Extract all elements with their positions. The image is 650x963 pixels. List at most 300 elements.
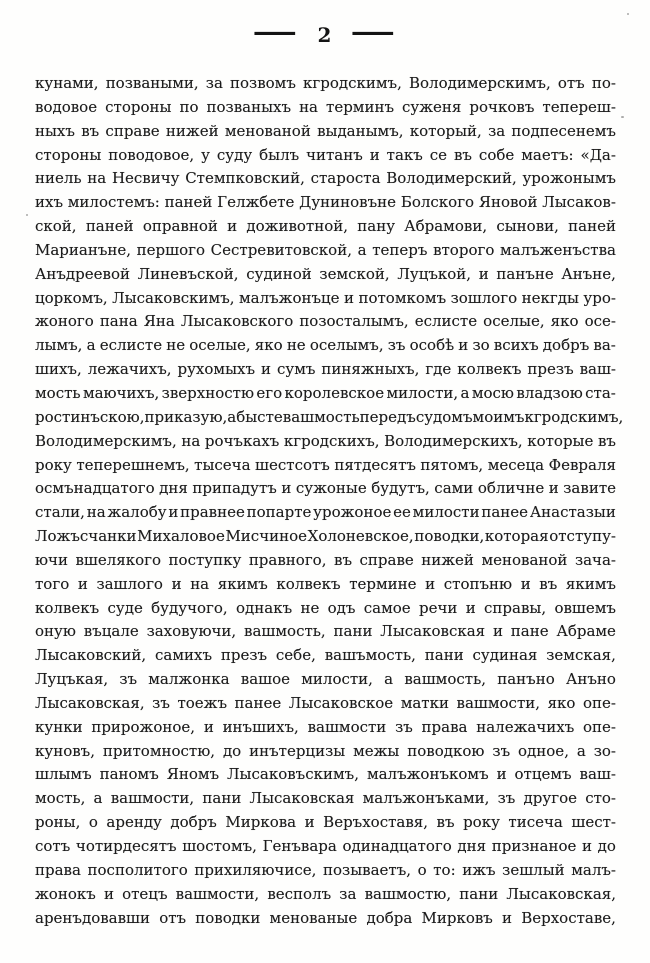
word: милостемъ: xyxy=(67,193,160,212)
word: оселые, xyxy=(189,336,251,355)
word: читанъ xyxy=(306,145,363,164)
word: и xyxy=(227,217,238,236)
word: шихъ, xyxy=(35,360,82,379)
word: Миркова xyxy=(225,813,297,832)
word: инъшихъ, xyxy=(222,717,299,736)
word: вашмости xyxy=(307,717,387,736)
word: Лысаковский, xyxy=(35,646,147,665)
word: оправной xyxy=(142,217,218,236)
word: позваными, xyxy=(105,74,199,92)
word: Холоневское, xyxy=(307,527,414,546)
word: суду xyxy=(216,145,253,164)
word: ваш- xyxy=(579,360,616,379)
word: до xyxy=(222,741,242,760)
word: притомностю, xyxy=(102,741,216,760)
word: зверхностю xyxy=(161,383,255,402)
word: ее xyxy=(393,503,411,522)
word: сужоные xyxy=(295,479,367,498)
word: речи xyxy=(419,598,458,617)
word: малъженъства xyxy=(500,240,616,259)
word: менованой xyxy=(481,550,568,569)
word: посполитого xyxy=(87,860,188,879)
word: вашъмость, xyxy=(324,646,416,665)
scan-speck xyxy=(627,13,629,15)
word: теперешнемъ, xyxy=(76,455,190,474)
word: належачихъ xyxy=(476,717,575,736)
text-line xyxy=(35,501,616,525)
word: особѣ xyxy=(409,336,455,355)
word: Анъно xyxy=(565,670,616,689)
word: милости, xyxy=(386,383,459,402)
word: рочковъ xyxy=(469,97,535,116)
word: шест- xyxy=(571,813,616,832)
word: за xyxy=(205,74,223,92)
word: стали, xyxy=(35,503,85,522)
word: Несвичу xyxy=(111,169,180,188)
word: нижей xyxy=(421,550,474,569)
word: якимъ xyxy=(217,574,268,593)
word: вашое xyxy=(240,670,291,689)
word: лежачихъ, xyxy=(87,360,172,379)
word: о xyxy=(417,860,427,879)
word: кунки xyxy=(35,717,83,736)
word: тисеча xyxy=(508,813,563,832)
word: лымъ, xyxy=(35,336,83,355)
word: и xyxy=(369,145,380,164)
word: справе xyxy=(359,550,414,569)
word: поводовое, xyxy=(108,145,195,164)
word: Яномъ xyxy=(166,765,220,784)
word: шестсотъ xyxy=(255,455,330,474)
word: Володимерскимъ, xyxy=(408,74,551,92)
word: и xyxy=(344,288,355,307)
word: ихъ xyxy=(35,193,64,212)
word: ской, xyxy=(35,217,77,236)
word: менованые xyxy=(269,908,358,927)
word: Абрамови, xyxy=(404,217,488,236)
word: колвекъ xyxy=(276,574,341,593)
word: попарте xyxy=(246,503,312,522)
word: уро- xyxy=(583,288,616,307)
word: Лысаков- xyxy=(542,193,616,212)
word: справе xyxy=(105,121,160,140)
word: роны, xyxy=(35,813,81,832)
word: о xyxy=(88,813,98,832)
word: мость, xyxy=(35,789,86,808)
page-header xyxy=(0,16,650,50)
word: пани xyxy=(202,789,242,808)
word: прихиляючисе, xyxy=(194,860,317,879)
word: не xyxy=(166,336,186,355)
word: Володимерскихъ, xyxy=(384,431,523,450)
word: Марианъне, xyxy=(35,240,132,259)
text-line xyxy=(35,549,616,573)
word: на xyxy=(299,97,319,116)
word: Володимерский, xyxy=(386,169,517,188)
word: яко xyxy=(550,312,579,331)
text-line xyxy=(35,72,616,96)
text-line xyxy=(35,406,624,430)
text-line xyxy=(35,835,616,859)
word: тоежъ xyxy=(177,693,227,712)
word: термине xyxy=(349,574,417,593)
word: до xyxy=(597,837,616,855)
word: на xyxy=(87,169,107,188)
word: якимъ xyxy=(565,574,616,593)
word: Лысаковскимъ, xyxy=(112,288,235,307)
word: который, xyxy=(409,121,482,140)
text-line xyxy=(35,310,616,334)
word: Генъвара xyxy=(262,837,337,855)
word: ростинъскою, xyxy=(35,407,145,426)
word: второго xyxy=(433,240,495,259)
word: и xyxy=(77,574,88,593)
word: судиная xyxy=(472,646,538,665)
word: а xyxy=(357,240,367,259)
word: на xyxy=(181,431,201,450)
word: заховуючи, xyxy=(146,622,237,641)
word: и xyxy=(548,479,559,498)
word: обличне xyxy=(477,479,545,498)
word: былъ xyxy=(259,145,300,164)
word: Мирковъ xyxy=(421,908,493,927)
word: позосталымъ, xyxy=(299,312,409,331)
word: паней xyxy=(568,217,616,236)
text-line xyxy=(35,120,616,144)
word: по- xyxy=(591,74,616,92)
word: земская, xyxy=(546,646,616,665)
word: и xyxy=(304,813,315,832)
word: зошлого xyxy=(450,288,518,307)
word: опе- xyxy=(583,717,616,736)
word: сынови, xyxy=(496,217,559,236)
word: и xyxy=(492,622,503,641)
word: вашмостю, xyxy=(364,884,452,903)
word: Стемпковский, xyxy=(185,169,305,188)
word: Ложъсчанки xyxy=(35,527,137,546)
word: презъ xyxy=(220,646,268,665)
word: дня xyxy=(159,479,188,498)
word: шлымъ xyxy=(35,765,92,784)
word: паней xyxy=(164,193,213,212)
text-line xyxy=(35,167,616,191)
word: подпесенемъ xyxy=(511,121,616,140)
word: добръ xyxy=(170,813,217,832)
word: ныхъ xyxy=(35,121,75,140)
word: осмънадцатого xyxy=(35,479,155,498)
word: правнее xyxy=(180,503,245,522)
word: вшелякого xyxy=(75,550,162,569)
word: Верхоставе, xyxy=(521,908,616,927)
word: и xyxy=(103,884,114,903)
word: ваш- xyxy=(579,765,616,784)
word: судомъ xyxy=(415,407,473,426)
word: по xyxy=(179,97,199,116)
word: рухомыхъ xyxy=(177,360,256,379)
word: дня xyxy=(457,837,487,855)
word: въ xyxy=(436,813,455,832)
word: ниель xyxy=(35,169,82,188)
word: Абраме xyxy=(556,622,616,641)
word: зашлого xyxy=(96,574,163,593)
word: приказую, xyxy=(144,407,228,426)
word: въ xyxy=(453,145,472,164)
word: не xyxy=(286,336,306,355)
word: завите xyxy=(563,479,616,498)
word: зъ xyxy=(492,741,511,760)
word: поводкою xyxy=(407,741,485,760)
word: пани xyxy=(424,646,464,665)
word: еслисте xyxy=(414,312,478,331)
word: осе- xyxy=(584,312,616,331)
word: и xyxy=(502,908,513,927)
word: кгродскихъ, xyxy=(283,431,380,450)
word: оную xyxy=(35,622,76,641)
word: урожонымъ xyxy=(522,169,616,188)
word: теперъ xyxy=(372,240,428,259)
word: зъ xyxy=(152,693,170,712)
word: пана xyxy=(99,312,138,331)
word: панее xyxy=(234,693,282,712)
word: матки xyxy=(400,693,449,712)
word: всихъ xyxy=(493,336,539,355)
word: владзою xyxy=(516,383,583,402)
word: суженя xyxy=(402,97,462,116)
word: Лысаковская, xyxy=(506,884,616,903)
word: малжонка xyxy=(148,670,230,689)
word: оселымъ, xyxy=(309,336,384,355)
word: кгродскимъ, xyxy=(524,407,624,426)
word: и xyxy=(496,765,507,784)
word: не xyxy=(300,598,320,617)
word: будутъ, xyxy=(371,479,430,498)
word: на xyxy=(86,503,106,522)
word: моимъ xyxy=(472,407,525,426)
word: милости xyxy=(412,503,480,522)
word: паней xyxy=(85,217,134,236)
body-text xyxy=(35,72,624,930)
word: Веръхоставя, xyxy=(323,813,429,832)
word: аренду xyxy=(106,813,162,832)
word: Гелжбете xyxy=(217,193,295,212)
word: кгродскимъ, xyxy=(303,74,402,92)
word: въ xyxy=(597,431,616,450)
word: малъжонъками, xyxy=(362,789,490,808)
word: одъ xyxy=(327,598,356,617)
word: куновъ, xyxy=(35,741,95,760)
word: и xyxy=(582,837,592,855)
word: малъжонъкомъ xyxy=(366,765,489,784)
word: и xyxy=(203,717,214,736)
word: отъ xyxy=(557,74,585,92)
word: правного, xyxy=(248,550,327,569)
word: пани xyxy=(333,622,373,641)
text-line xyxy=(35,382,616,406)
word: староста xyxy=(310,169,381,188)
word: паномъ xyxy=(99,765,159,784)
word: Луцъкой, xyxy=(397,264,472,283)
word: а xyxy=(86,336,96,355)
word: стороны xyxy=(35,145,102,164)
word: Линевъской, xyxy=(137,264,239,283)
word: цоркомъ, xyxy=(35,288,108,307)
word: ва- xyxy=(593,336,616,355)
word: першого xyxy=(136,240,206,259)
word: месеца xyxy=(487,455,545,474)
word: и xyxy=(465,598,476,617)
word: сотъ xyxy=(35,837,71,855)
word: самихъ xyxy=(155,646,213,665)
word: и xyxy=(520,574,531,593)
word: и xyxy=(458,336,469,355)
word: Лысаковъскимъ, xyxy=(227,765,359,784)
word: которая xyxy=(484,527,549,546)
word: суде xyxy=(107,598,143,617)
word: оселые, xyxy=(483,312,545,331)
text-line xyxy=(35,716,616,740)
word: добръ xyxy=(542,336,590,355)
word: и xyxy=(425,574,436,593)
word: Анастазыи xyxy=(529,503,616,522)
word: вашмость xyxy=(282,407,360,426)
word: такъ xyxy=(386,145,423,164)
word: позываетъ, xyxy=(323,860,412,879)
word: се xyxy=(429,145,448,164)
word: рочъкахъ xyxy=(204,431,280,450)
word: аренъдовавши xyxy=(35,908,151,927)
word: весполъ xyxy=(267,884,332,903)
word: вашмость, xyxy=(404,670,487,689)
word: судиной xyxy=(246,264,312,283)
word: отецъ xyxy=(122,884,168,903)
word: на xyxy=(190,574,210,593)
header-right-dash: — xyxy=(350,16,399,48)
word: инътерцизы xyxy=(249,741,346,760)
word: прирожоное, xyxy=(91,717,196,736)
word: и xyxy=(171,574,182,593)
word: признаное xyxy=(491,837,577,855)
word: Лысаковского xyxy=(180,312,294,331)
word: самое xyxy=(363,598,411,617)
word: маетъ: xyxy=(521,145,574,164)
word: еслисте xyxy=(99,336,163,355)
word: зача- xyxy=(574,550,616,569)
text-line xyxy=(35,763,616,787)
text-line xyxy=(35,191,616,215)
word: его xyxy=(256,383,283,402)
word: зъ xyxy=(119,670,138,689)
word: вашмость, xyxy=(244,622,326,641)
word: отступу- xyxy=(549,527,616,546)
word: панее xyxy=(481,503,529,522)
word: Лысаковская, xyxy=(35,693,145,712)
text-line xyxy=(35,454,616,478)
word: тысеча xyxy=(194,455,251,474)
word: терминъ xyxy=(326,97,395,116)
word: жоного xyxy=(35,312,94,331)
word: опе- xyxy=(582,693,616,712)
word: водовое xyxy=(35,97,98,116)
text-line xyxy=(35,144,616,168)
word: справы, xyxy=(484,598,547,617)
word: и xyxy=(478,264,489,283)
text-line xyxy=(35,811,616,835)
page-number: 2 xyxy=(317,23,333,47)
text-line xyxy=(35,358,616,382)
word: сумъ xyxy=(276,360,316,379)
word: Лысаковская xyxy=(380,622,486,641)
word: зо xyxy=(472,336,490,355)
word: стороны xyxy=(105,97,172,116)
word: жонокъ xyxy=(35,884,96,903)
word: колвекъ xyxy=(35,598,100,617)
word: вашмости, xyxy=(110,789,195,808)
word: «Да- xyxy=(580,145,616,164)
word: милости, xyxy=(301,670,373,689)
word: кунами, xyxy=(35,74,99,92)
word: зешлый xyxy=(502,860,565,879)
word: позвомъ xyxy=(230,74,296,92)
text-line xyxy=(35,883,616,907)
word: овшемъ xyxy=(554,598,616,617)
text-line xyxy=(35,96,616,120)
word: и xyxy=(168,503,179,522)
word: пятомъ, xyxy=(420,455,484,474)
word: сто- xyxy=(585,789,616,808)
text-line xyxy=(35,263,616,287)
word: некгды xyxy=(521,288,579,307)
word: Анъдреевой xyxy=(35,264,130,283)
word: пани xyxy=(459,884,499,903)
text-line xyxy=(35,215,616,239)
word: будучого, xyxy=(151,598,228,617)
word: жалобу xyxy=(107,503,167,522)
word: въ xyxy=(334,550,352,569)
word: у xyxy=(201,145,210,164)
header-left-dash: — xyxy=(251,16,300,48)
word: отцемъ xyxy=(514,765,572,784)
text-line xyxy=(35,620,616,644)
word: маючихъ, xyxy=(82,383,160,402)
text-line xyxy=(35,239,616,263)
word: стопъню xyxy=(443,574,513,593)
text-line xyxy=(35,597,616,621)
word: передъ xyxy=(359,407,416,426)
word: а xyxy=(460,383,470,402)
word: урожоное xyxy=(313,503,392,522)
word: позваныхъ xyxy=(206,97,292,116)
word: мосю xyxy=(471,383,514,402)
word: Володимерскимъ, xyxy=(35,431,177,450)
word: пане xyxy=(510,622,549,641)
word: поступку xyxy=(168,550,242,569)
word: собе xyxy=(478,145,515,164)
word: менованой xyxy=(224,121,311,140)
text-line xyxy=(35,525,616,549)
word: поводки, xyxy=(414,527,485,546)
word: Лысаковская xyxy=(249,789,355,808)
word: потомкомъ xyxy=(358,288,447,307)
word: а xyxy=(384,670,394,689)
word: року xyxy=(463,813,500,832)
word: панъне xyxy=(496,264,554,283)
word: Сестревитовской, xyxy=(210,240,352,259)
word: Болского xyxy=(400,193,475,212)
word: Февраля xyxy=(548,455,616,474)
word: доживотной, xyxy=(246,217,349,236)
word: въ xyxy=(81,121,100,140)
word: въ xyxy=(539,574,558,593)
